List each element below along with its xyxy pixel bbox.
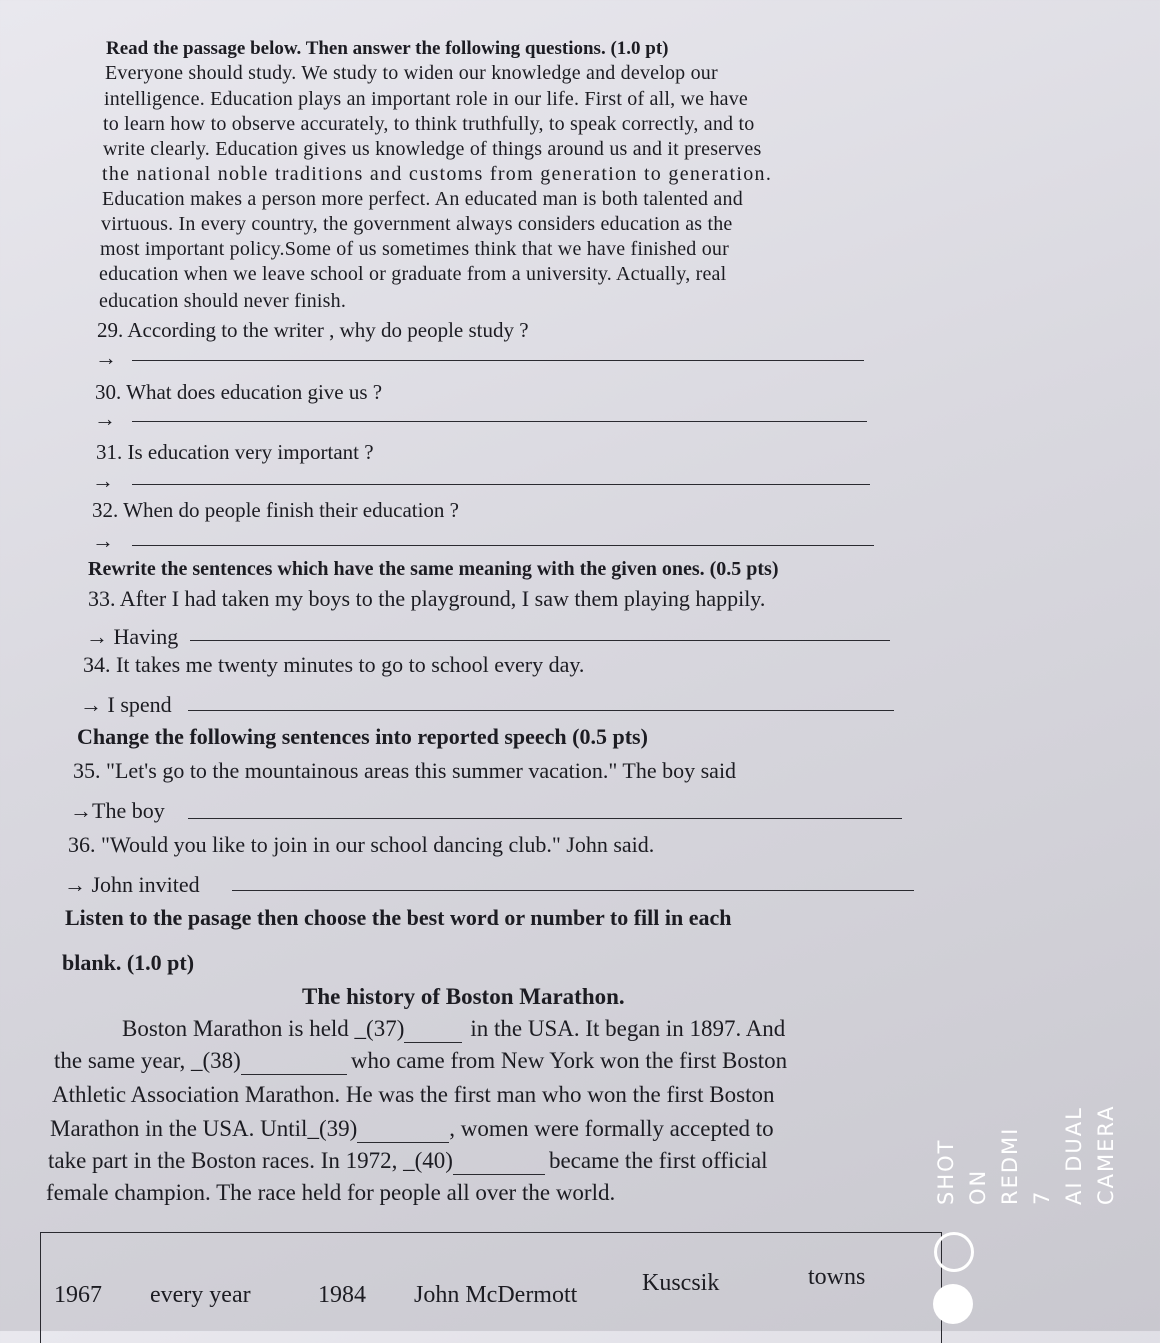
prompt-36: → John invited	[64, 872, 200, 897]
answer-line-30[interactable]	[132, 421, 867, 422]
question-31: 31. Is education very important ?	[96, 440, 374, 464]
blank-37[interactable]	[404, 1016, 462, 1043]
passage-line: write clearly. Education gives us knowledge of things around us and it preserves	[103, 138, 762, 160]
arrow-icon: →	[95, 345, 117, 370]
word-option: John McDermott	[414, 1282, 578, 1308]
blank-38[interactable]	[241, 1048, 347, 1075]
boston-line	[52, 1082, 774, 1108]
boston-line	[122, 1016, 785, 1043]
answer-line-34[interactable]	[188, 710, 894, 711]
question-30: 30. What does education give us ?	[95, 380, 383, 404]
passage-line: education should never finish.	[99, 290, 347, 312]
passage-line: most important policy.Some of us sometimes think that we have finished our	[100, 238, 729, 260]
rewrite-instruction: Rewrite the sentences which have the same meaning with the given ones. (0.5 pts)	[88, 558, 779, 580]
boston-line	[46, 1180, 615, 1206]
word-option: 1967	[54, 1282, 102, 1308]
passage-line: to learn how to observe accurately, to think truthfully, to speak correctly, and to	[103, 113, 755, 135]
blank-40[interactable]	[453, 1148, 545, 1175]
question-34: 34. It takes me twenty minutes to go to school every day.	[83, 652, 585, 677]
watermark-line1: SHOT ON REDMI 7	[934, 1126, 1054, 1205]
arrow-icon: →	[92, 468, 114, 493]
arrow-icon: →	[92, 528, 114, 553]
passage-line: Education makes a person more perfect. An educated man is both talented and	[102, 188, 743, 210]
answer-line-35[interactable]	[188, 818, 902, 819]
arrow-icon: →	[94, 406, 116, 431]
listening-instruction: Listen to the pasage then choose the best word or number to fill in each	[65, 905, 732, 930]
boston-line	[48, 1148, 768, 1175]
camera-watermark	[930, 1105, 1160, 1205]
prompt-35: →The boy	[70, 798, 165, 823]
boston-text: Boston Marathon is held _(37)	[122, 1016, 405, 1041]
question-36: 36. "Would you like to join in our school dancing club." John said.	[68, 832, 655, 857]
boston-line	[50, 1116, 774, 1143]
camera-dot-icon	[933, 1284, 973, 1324]
prompt-33: → Having	[86, 624, 179, 649]
prompt-34: → I spend	[80, 692, 172, 717]
boston-text: , women were formally accepted to	[449, 1116, 774, 1141]
boston-text: Athletic Association Marathon. He was the first man who won the first Boston	[52, 1082, 775, 1107]
question-35: 35. "Let's go to the mountainous areas this summer vacation." The boy said	[73, 758, 737, 783]
boston-text: Marathon in the USA. Until_(39)	[50, 1116, 358, 1141]
camera-ring-icon	[934, 1232, 974, 1272]
passage-line: virtuous. In every country, the government always considers education as the	[101, 213, 733, 235]
answer-line-31[interactable]	[132, 484, 870, 485]
watermark-line2: AI DUAL CAMERA	[1062, 1104, 1118, 1205]
listening-instruction-cont: blank. (1.0 pt)	[62, 950, 195, 975]
reported-instruction: Change the following sentences into reported speech (0.5 pts)	[77, 724, 648, 749]
passage-line: education when we leave school or graduate from a university. Actually, real	[99, 263, 727, 285]
boston-text: who came from New York won the first Boston	[350, 1048, 788, 1073]
question-32: 32. When do people finish their education ?	[92, 498, 460, 522]
word-option: towns	[808, 1264, 866, 1290]
answer-line-36[interactable]	[232, 890, 914, 891]
passage-title: The history of Boston Marathon.	[302, 984, 625, 1009]
answer-line-32[interactable]	[132, 545, 874, 546]
question-33: 33. After I had taken my boys to the playground, I saw them playing happily.	[88, 586, 766, 611]
boston-text: female champion. The race held for people all over the world.	[46, 1180, 616, 1205]
word-option: Kuscsik	[642, 1270, 720, 1296]
word-option: 1984	[318, 1282, 366, 1308]
reading-instruction: Read the passage below. Then answer the following questions. (1.0 pt)	[106, 38, 669, 59]
answer-line-33[interactable]	[190, 640, 890, 641]
boston-text: became the first official	[548, 1148, 768, 1173]
boston-text: take part in the Boston races. In 1972, _(40)	[48, 1148, 453, 1173]
question-29: 29. According to the writer , why do people study ?	[97, 318, 529, 342]
blank-39[interactable]	[357, 1116, 449, 1143]
passage-line: Everyone should study. We study to widen our knowledge and develop our	[105, 62, 718, 84]
word-option: every year	[150, 1282, 251, 1308]
answer-line-29[interactable]	[132, 360, 864, 361]
passage-line: the national noble traditions and customs from generation to generation.	[102, 163, 773, 185]
boston-line	[54, 1048, 787, 1075]
boston-text: in the USA. It began in 1897. And	[470, 1016, 786, 1041]
boston-text: the same year, _(38)	[54, 1048, 241, 1073]
passage-line: intelligence. Education plays an important role in our life. First of all, we have	[104, 88, 748, 110]
